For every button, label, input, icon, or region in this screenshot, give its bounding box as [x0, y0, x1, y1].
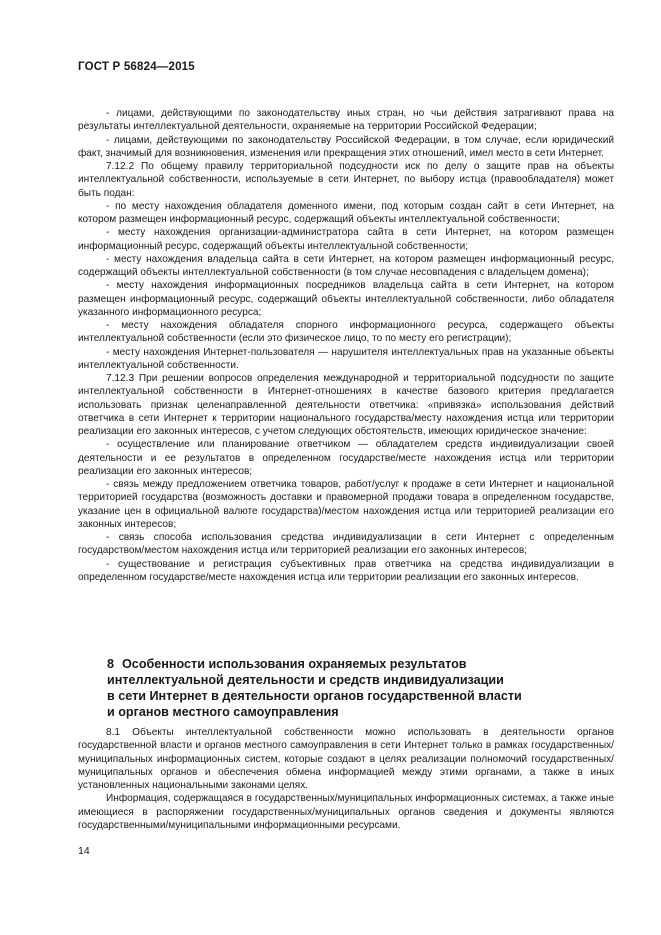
body-text [78, 107, 614, 584]
paragraph: - месту нахождения владельца сайта в сети Интернет, на котором размещен информационный ресурс, содержащий объекты интеллектуальной собственности (в том случае несовпадения с владельцем домена); [78, 253, 614, 278]
paragraph: 7.12.2 По общему правилу территориальной подсудности иск по делу о защите прав на объекты интеллектуальной собственности, используемые в сети Интернет, по выбору истца (правообладателя) может быть подан: [78, 161, 614, 199]
section-number: 8 [107, 657, 115, 671]
section-heading-line: в сети Интернет в деятельности органов государственной власти [107, 689, 522, 703]
section-body [78, 726, 614, 832]
page-number: 14 [78, 845, 90, 857]
section-heading-line: и органов местного самоуправления [107, 705, 339, 719]
standard-header: ГОСТ Р 56824—2015 [78, 61, 195, 73]
section-heading [107, 656, 587, 720]
paragraph: - связь способа использования средства индивидуализации в сети Интернет с определенным государством/местом нахождения истца или территорией реализации его законных интересов; [78, 532, 614, 557]
paragraph: - месту нахождения Интернет-пользователя — нарушителя интеллектуальных прав на указанные объекты интеллектуальной собственности. [78, 346, 614, 371]
paragraph: 8.1 Объекты интеллектуальной собственности можно использовать в деятельности органов государственной власти и органов местного самоуправления в сети Интернет только в рамках государственных/муниципальных информационных систем, которые создают в целях реализации полномочий государственных/муниципальных органов и обеспечения обмена информацией между этими органами, а также в иных установленных национальными законами целях. [78, 727, 614, 791]
section-heading-line: 8 Особенности использования охраняемых результатов [107, 657, 467, 671]
paragraph: - по месту нахождения обладателя доменного имени, под которым создан сайт в сети Интернет, на котором размещен информационный ресурс, содержащий объекты интеллектуальной собственности; [78, 200, 614, 225]
paragraph: Информация, содержащаяся в государственных/муниципальных информационных системах, а также иные имеющиеся в распоряжении государственных/муниципальных органов сведения и документы являются государственными/муниципальными информационными ресурсами. [78, 793, 614, 831]
paragraph: - лицами, действующими по законодательству Российской Федерации, в том случае, если юридический факт, значимый для возникновения, изменения или прекращения этих отношений, имел место в сети Интернет. [78, 134, 614, 159]
paragraph: - существование и регистрация субъективных прав ответчика на средства индивидуализации в определенном государстве/месте нахождения истца или территории реализации его законных интересов. [78, 558, 614, 583]
paragraph: - лицами, действующими по законодательству иных стран, но чьи действия затрагивают права на результаты интеллектуальной деятельности, охраняемые на территории Российской Федерации; [78, 108, 614, 133]
paragraph: - осуществление или планирование ответчиком — обладателем средств индивидуализации своей деятельности и ее результатов в определенном государстве/месте нахождения истца или территории реализации его законных интересов; [78, 439, 614, 477]
paragraph: - связь между предложением ответчика товаров, работ/услуг к продаже в сети Интернет и национальной территорией государства (возможность доставки и правомерной продажи товара в определенном государстве, указание цен в официальной валюте государства)/местом нахождения истца или территорией реализации его законных интересов; [78, 479, 614, 530]
paragraph: - месту нахождения организации-администратора сайта в сети Интернет, на котором размещен информационный ресурс, содержащий объекты интеллектуальной собственности; [78, 227, 614, 252]
section-heading-line: интеллектуальной деятельности и средств индивидуализации [107, 673, 504, 687]
paragraph: 7.12.3 При решении вопросов определения международной и территориальной подсудности по защите интеллектуальной собственности в Интернет-отношениях в качестве базового критерия предлагается использовать признак целенаправленной деятельности ответчика: «привязка» использования действий ответчика в сети Интернет к территории национального государства/месту нахождения истца или территории реализации его законных интересов, с учетом следующих обстоятельств, имеющих юридическое значение: [78, 373, 614, 437]
paragraph: - месту нахождения обладателя спорного информационного ресурса, содержащего объекты интеллектуальной собственности (если это физическое лицо, то по месту его регистрации); [78, 320, 614, 345]
paragraph: - месту нахождения информационных посредников владельца сайта в сети Интернет, на котором размещен информационный ресурс, содержащий объекты интеллектуальной собственности, либо обладателя указанного информационного ресурса; [78, 280, 614, 318]
